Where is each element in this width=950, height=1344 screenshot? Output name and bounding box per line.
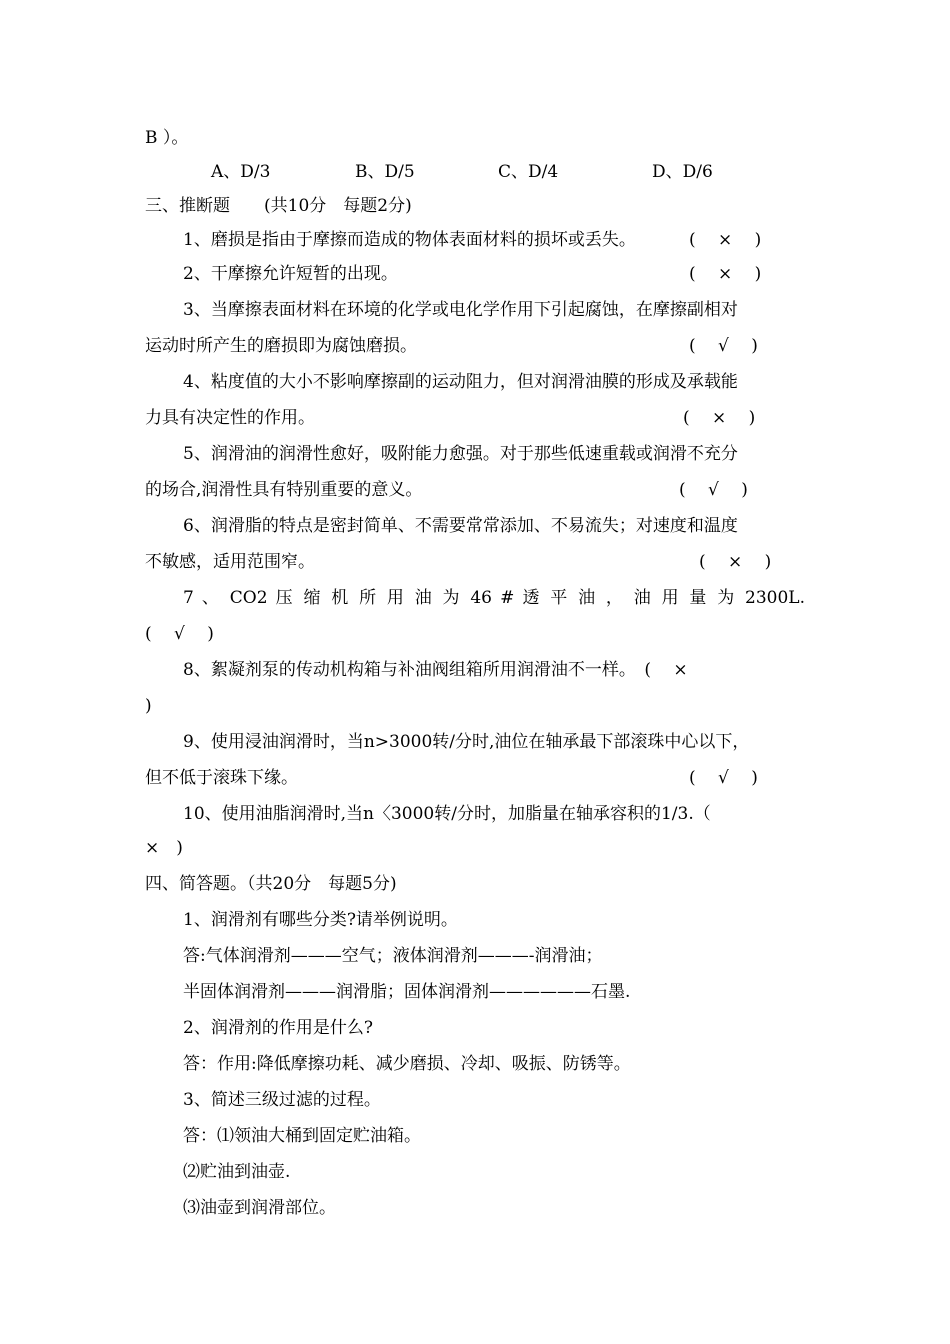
judge-item-10-line-1: 10、使用油脂润滑时,当n〈3000转/分时，加脂量在轴承容积的1/3.（ (183, 804, 711, 824)
short-answer-2: 答：作用:降低摩擦功耗、减少磨损、冷却、吸振、防锈等。 (183, 1054, 631, 1074)
short-question-3: 3、简述三级过滤的过程。 (183, 1090, 381, 1110)
judge-item-text: 不敏感，适用范围窄。 (145, 552, 315, 572)
short-question-1: 1、润滑剂有哪些分类?请举例说明。 (183, 910, 458, 930)
judge-item-1 (183, 222, 805, 258)
judge-item-text: 力具有决定性的作用。 (145, 408, 315, 428)
judge-section-heading: 三、推断题 (共10分 每题2分) (145, 196, 412, 216)
judge-item-8-line-2: ) (145, 696, 152, 716)
judge-item-text: 运动时所产生的磨损即为腐蚀磨损。 (145, 336, 417, 356)
judge-item-answer: ( × ) (689, 264, 762, 284)
judge-item-text: 2、干摩擦允许短暂的出现。 (183, 264, 398, 284)
judge-item-3-line-2 (145, 328, 805, 364)
judge-item-answer: ( √ ) (679, 480, 748, 500)
short-answer-section-heading: 四、简答题。（共20分 每题5分) (145, 874, 397, 894)
option-a: A、D/3 (211, 162, 271, 182)
judge-item-4-line-2 (145, 400, 805, 436)
prev-question-tail: B ）。 (145, 128, 189, 148)
judge-item-4-line-1: 4、粘度值的大小不影响摩擦副的运动阻力，但对润滑油膜的形成及承载能 (183, 372, 738, 392)
short-answer-1-line-2: 半固体润滑剂———润滑脂；固体润滑剂——————石墨. (183, 982, 631, 1002)
judge-item-9-line-2 (145, 760, 805, 796)
judge-item-text: 的场合,润滑性具有特别重要的意义。 (145, 480, 423, 500)
judge-item-9-line-1: 9、使用浸油润滑时，当n>3000转/分时,油位在轴承最下部滚珠中心以下， (183, 732, 750, 752)
judge-item-text: 1、磨损是指由于摩擦而造成的物体表面材料的损坏或丢失。 (183, 230, 636, 250)
judge-item-6-line-1: 6、润滑脂的特点是密封简单、不需要常常添加、不易流失；对速度和温度 (183, 516, 738, 536)
short-answer-3-step-3: ⑶油壶到润滑部位。 (183, 1198, 336, 1218)
judge-item-text: 但不低于滚珠下缘。 (145, 768, 298, 788)
judge-item-answer: ( √ ) (689, 768, 758, 788)
prev-options-row (145, 154, 805, 190)
judge-item-answer: ( × ) (699, 552, 772, 572)
short-answer-1-line-1: 答:气体润滑剂———空气；液体润滑剂———-润滑油； (183, 946, 603, 966)
option-b: B、D/5 (355, 162, 415, 182)
short-answer-3-step-1: 答：⑴领油大桶到固定贮油箱。 (183, 1126, 421, 1146)
judge-item-3-line-1: 3、当摩擦表面材料在环境的化学或电化学作用下引起腐蚀，在摩擦副相对 (183, 300, 738, 320)
judge-item-10-line-2: × ) (145, 838, 183, 858)
judge-item-answer: ( √ ) (689, 336, 758, 356)
short-question-2: 2、润滑剂的作用是什么? (183, 1018, 373, 1038)
judge-item-7-line-2: ( √ ) (145, 624, 214, 644)
option-c: C、D/4 (498, 162, 559, 182)
short-answer-3-step-2: ⑵贮油到油壶. (183, 1162, 291, 1182)
judge-item-6-line-2 (145, 544, 805, 580)
judge-item-answer: ( × ) (683, 408, 756, 428)
judge-item-8-line-1: 8、絮凝剂泵的传动机构箱与补油阀组箱所用润滑油不一样。 ( × (183, 660, 688, 680)
judge-item-5-line-2 (145, 472, 805, 508)
judge-item-7-line-1: 7 、 CO2 压 缩 机 所 用 油 为 46 # 透 平 油 ， 油 用 量 为 2300L. (183, 588, 805, 608)
judge-item-answer: ( × ) (689, 230, 762, 250)
judge-item-2 (183, 256, 805, 292)
option-d: D、D/6 (652, 162, 713, 182)
judge-item-5-line-1: 5、润滑油的润滑性愈好，吸附能力愈强。对于那些低速重载或润滑不充分 (183, 444, 738, 464)
